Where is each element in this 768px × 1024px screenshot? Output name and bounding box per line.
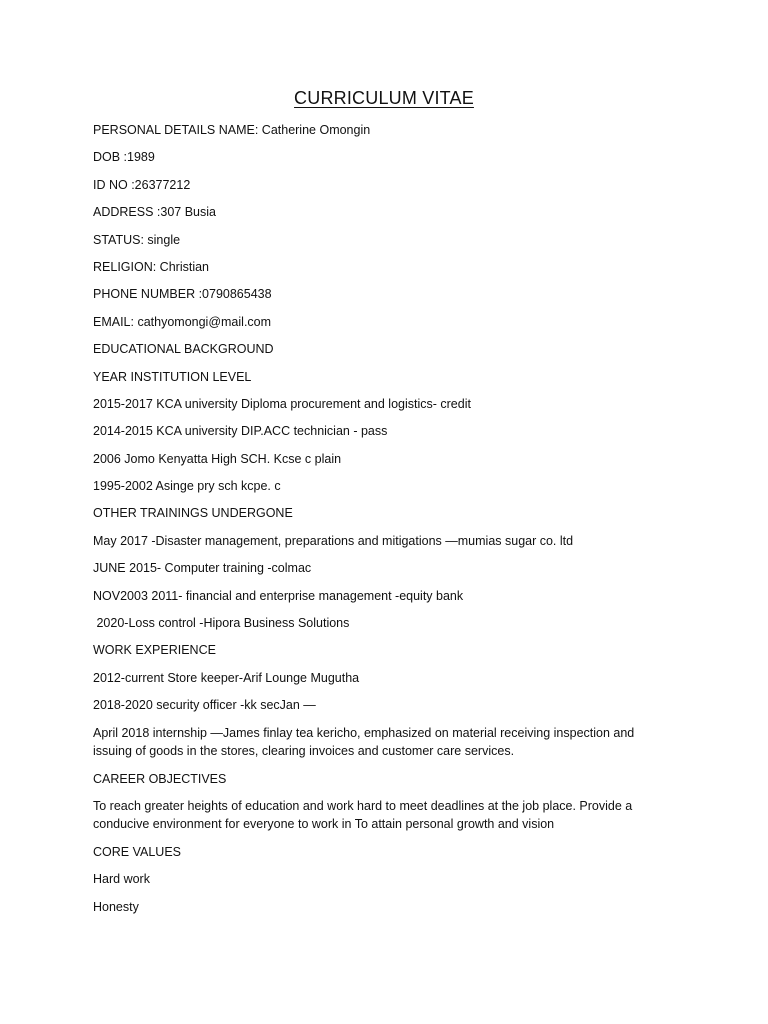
value-entry: Honesty [93,899,139,914]
personal-id-no: ID NO :26377212 [93,177,191,192]
objectives-heading: CAREER OBJECTIVES [93,771,227,786]
values-heading: CORE VALUES [93,844,181,859]
experience-entry: 2018-2020 security officer -kk secJan — [93,698,316,713]
training-entry: JUNE 2015- Computer training -colmac [93,561,312,576]
personal-status: STATUS: single [93,232,181,247]
experience-entry: April 2018 internship —James finlay tea kericho, emphasized on material receiving inspection and issuing of goods in the stores, clearing invoices and customer care services. [93,725,635,759]
personal-dob: DOB :1989 [93,150,155,165]
personal-religion: RELIGION: Christian [93,259,210,274]
training-entry: 2020-Loss control -Hipora Business Solutions [93,616,350,631]
education-entry: 1995-2002 Asinge pry sch kcpe. c [93,479,281,494]
education-columns: YEAR INSTITUTION LEVEL [93,369,252,384]
experience-heading: WORK EXPERIENCE [93,643,216,658]
education-heading: EDUCATIONAL BACKGROUND [93,342,274,357]
training-entry: May 2017 -Disaster management, preparations and mitigations —mumias sugar co. ltd [93,533,574,548]
education-entry: 2014-2015 KCA university DIP.ACC technician - pass [93,424,388,439]
personal-address: ADDRESS :307 Busia [93,205,216,220]
objectives-text: To reach greater heights of education and work hard to meet deadlines at the job place. Provide a conducive environment for everyone to work in To attain personal growth and vision [93,798,633,832]
document-body [93,121,673,925]
education-entry: 2006 Jomo Kenyatta High SCH. Kcse c plain [93,451,342,466]
trainings-heading: OTHER TRAININGS UNDERGONE [93,506,293,521]
personal-name-line: PERSONAL DETAILS NAME: Catherine Omongin [93,123,371,137]
value-entry: Hard work [93,872,150,887]
experience-entry: 2012-current Store keeper-Arif Lounge Mugutha [93,670,360,685]
personal-phone: PHONE NUMBER :0790865438 [93,287,272,302]
page-title: CURRICULUM VITAE [294,88,474,108]
training-entry: NOV2003 2011- financial and enterprise management -equity bank [93,588,464,603]
personal-email: EMAIL: cathyomongi@mail.com [93,314,272,329]
education-entry: 2015-2017 KCA university Diploma procurement and logistics- credit [93,396,471,411]
